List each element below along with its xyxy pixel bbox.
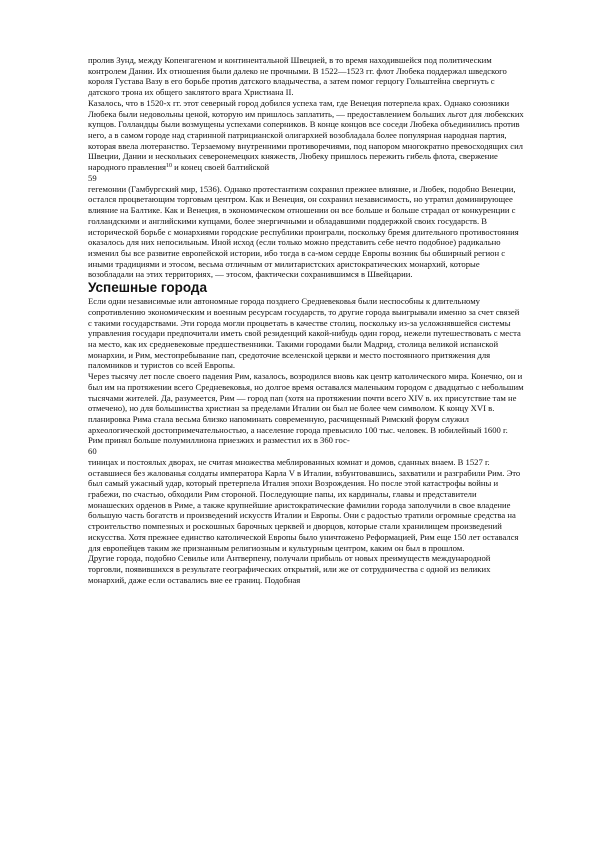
footnote-reference[interactable]: 10	[165, 163, 172, 170]
paragraph-lubeck-text-end: и конец своей балтийской	[171, 162, 270, 173]
page-number: 59	[88, 172, 97, 183]
section-heading: Успешные города	[88, 280, 207, 296]
paragraph-other-cities: Другие города, подобно Севилье или Антверпену, получали прибыль от новых преимуществ международной торговли, появившихся в результате географических открытий, или же от сотрудничества с одной из великих монархий, даже если оставались вне ее границ. Подобная	[88, 553, 491, 585]
paragraph-sound-strait: пролив Зунд, между Копенгагеном и континентальной Швецией, в то время находившейся под политическим контролем Дании. Их отношения были далеко не прочными. В 1522—1523 гг. флот Любека поддержал шведского короля Густава Вазу в его борьбе против датского владычества, а затем помог герцогу Гольштейна свергнуть с датского трона их общего заклятого врага Христиана II.	[88, 55, 507, 98]
paragraph-hegemony: гегемонии (Гамбургский мир, 1536). Однако протестантизм сохранил прежнее влияние, и Любек, подобно Венеции, остался процветающим торговым центром. Как и Венеция, он сохранил независимость, но утратил доминирующее влияние на Балтике. Как и Венеция, в экономическом отношении он все больше и больше страдал от конкуренции с голландскими и английскими купцами, более энергичными и обладавшими поддержкой своих государств. В исторической борьбе с монархиями городские республики проиграли, поскольку бремя длительного противостояния оказалось для них непосильным. Иной исход (если только можно представить себе нечто подобное) радикально изменил бы все развитие европейской истории, ибо тогда в са-мом сердце Европы возник бы обширный регион с иными традициями и этосом, весьма отличным от милитаристских аристократических монархий, которые возобладали на этих территориях, — этосом, фактически сохранившимся в Швейцарии.	[88, 183, 519, 280]
page-number: 60	[88, 446, 97, 457]
paragraph-lubeck-success	[88, 98, 524, 173]
paragraph-successful-cities: Если одни независимые или автономные города позднего Средневековья были неспособны к длительному сопротивлению экономическим и военным ресурсам государств, то другие города выигрывали именно за счет связей с такими государствами. Эти города могли процветать в качестве столиц, поскольку из-за усложнявшейся системы управления государи предпочитали иметь свой резиденций какой-нибудь один город, нежели путешествовать с места на место, как их средневековые предшественники. Такими городами были Мадрид, столица великой испанской монархии, и Рим, местопребывание пап, средоточие вселенской церкви и место постоянного притяжения для паломников и туристов со всей Европы.	[88, 296, 521, 371]
document-page	[88, 55, 524, 586]
paragraph-lubeck-text: Казалось, что в 1520-х гг. этот северный город добился успеха там, где Венеция потерпела крах. Однако союзники Любека были недовольны ценой, которую им пришлось заплатить, — предоставлением больших льгот для любекских купцов. Голландцы были возмущены успехами соперников. В конце концов все соседи Любека объединились против него, а в самом городе над старинной патрицианской олигархией возобладала более популярная народная партия, которая ввела лютеранство. Терзаемому внутренними противоречиями, под напором многократно превосходящих сил Швеции, Дании и нескольких северонемецких княжеств, Любеку пришлось пережить гибель флота, свержение народного правления	[88, 97, 524, 173]
paragraph-rome-revival: Через тысячу лет после своего падения Рим, казалось, возродился вновь как центр католического мира. Конечно, он и был им на протяжении всего Средневековья, но долгое время оставался маленьким городом с двадцатью с небольшим тысячами жителей. Да, разумеется, Рим — город пап (хотя на протяжении почти всего XIV в. их присутствие там не отмечено), но для большинства христиан за пределами Италии он был не более чем символом. К концу XVI в. планировка Рима стала весьма близко напоминать современную, расчищенный Римский форум служил археологической достопримечательностью, а население города превысило 100 тыс. человек. В юбилейный 1600 г. Рим принял больше полумиллиона приезжих и разместил их в 360 гос-	[88, 371, 524, 446]
paragraph-rome-sack: тиницах и постоялых дворах, не считая множества меблированных комнат и домов, сданных внаем. В 1527 г. оставшиеся без жалованья солдаты императора Карла V в Италии, взбунтовавшись, захватили и разграбили Рим. Это был самый ужасный удар, который претерпела Италия эпохи Возрождения. Но после этой катастрофы войны и грабежи, по счастью, обходили Рим стороной. Последующие папы, их кардиналы, главы и представители монашеских орденов в Риме, а также крупнейшие аристократические фамилии города заполучили в свое владение большую часть богатств и произведений искусств Италии и Европы. Они с радостью тратили огромные средства на строительство помпезных и роскошных барочных церквей и дворцов, которые стали хранилищем произведений искусства. Хотя прежнее единство католической Европы было уничтожено Реформацией, Рим еще 150 лет оставался для европейцев таким же признанным религиозным и культурным центром, каким он был в прошлом.	[88, 456, 521, 553]
